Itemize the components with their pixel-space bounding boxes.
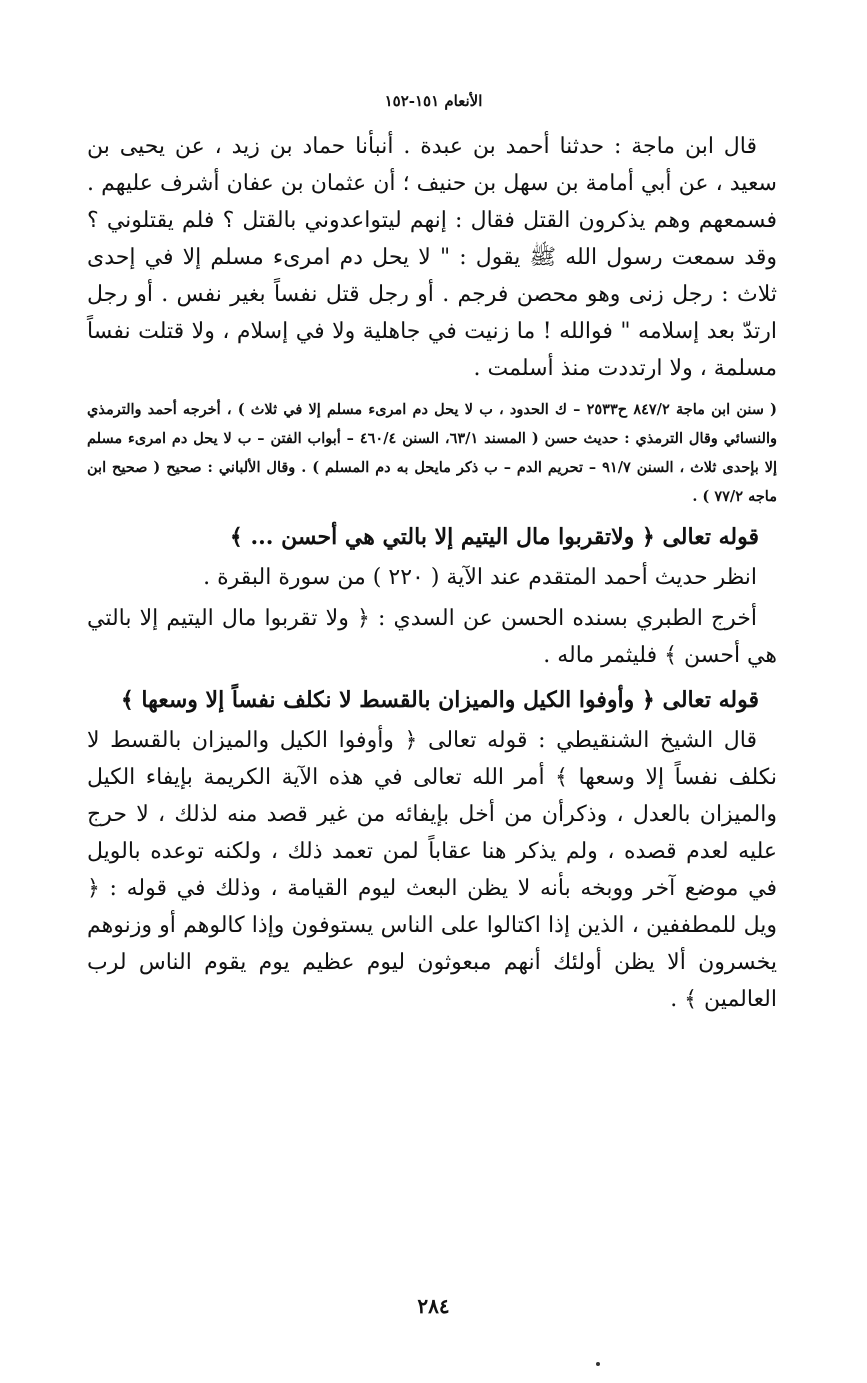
reference-text: انظر حديث أحمد المتقدم عند الآية ( ٢٢٠ ) من سورة البقرة . xyxy=(203,565,757,590)
shanqiti-text: قال الشيخ الشنقيطي : قوله تعالى ﴿ وأوفوا الكيل والميزان بالقسط لا نكلف نفساً إلا وسعها ﴾ أمر الله تعالى في هذه الآية الكريمة بإيفاء الكيل والميزان بالعدل ، وذكرأن من أخل بإيفائه من غير قصد منه لذلك ، لا حرج عليه لعدم قصده ، ولم يذكر هنا عقاباً لمن تعمد ذلك ، ولكنه توعده بالويل في موضع آخر ووبخه بأنه لا يظن البعث ليوم القيامة ، وذلك في قوله : ﴿ ويل للمطففين ، الذين إذا اكتالوا على الناس يستوفون وإذا كالوهم أو وزنوهم يخسرون ألا يظن أولئك أنهم مبعوثون ليوم عظيم يوم يقوم الناس لرب العالمين ﴾ . xyxy=(87,728,777,1012)
body-paragraph-hadith xyxy=(87,128,777,387)
section-heading-measure-weight: قوله تعالى ﴿ وأوفوا الكيل والميزان بالقسط لا نكلف نفساً إلا وسعها ﴾ xyxy=(120,687,759,713)
citation-note: ( سنن ابن ماجة ٨٤٧/٢ ح٢٥٣٣ – ك الحدود ، ب لا يحل دم امرىء مسلم إلا في ثلاث ) ، أخرجه أحمد والترمذي والنسائي وقال الترمذي : حديث حسن ( المسند ٦٣/١، السنن ٤٦٠/٤ – أبواب الفتن – ب لا يحل دم امرىء مسلم إلا بإحدى ثلاث ، السنن ٩١/٧ – تحريم الدم – ب ذكر مايحل به دم المسلم ) . وقال الألباني : صحيح ( صحيح ابن ماجه ٧٧/٢ ) . xyxy=(87,401,777,505)
body-paragraph-tabari xyxy=(87,600,777,674)
tabari-text: أخرج الطبري بسنده الحسن عن السدي : ﴿ ولا تقربوا مال اليتيم إلا بالتي هي أحسن ﴾ فليثمر ماله . xyxy=(87,606,777,668)
body-paragraph-reference xyxy=(87,559,777,596)
page-number: ٢٨٤ xyxy=(417,1294,450,1318)
page-body xyxy=(87,128,777,1022)
body-paragraph-shanqiti xyxy=(87,722,777,1018)
scan-speck xyxy=(596,1362,600,1366)
section-heading-orphan-property: قوله تعالى ﴿ ولاتقربوا مال اليتيم إلا بالتي هي أحسن ... ﴾ xyxy=(229,524,759,550)
hadith-text: قال ابن ماجة : حدثنا أحمد بن عبدة . أنبأنا حماد بن زيد ، عن يحيى بن سعيد ، عن أبي أمامة بن سهل بن حنيف ؛ أن عثمان بن عفان أشرف عليهم . فسمعهم وهم يذكرون القتل فقال : إنهم ليتواعدوني بالقتل ؟ فلم يقتلوني ؟ وقد سمعت رسول الله ﷺ يقول : " لا يحل دم امرىء مسلم إلا في إحدى ثلاث : رجل زنى وهو محصن فرجم . أو رجل قتل نفساً بغير نفس . أو رجل ارتدّ بعد إسلامه " فوالله ! ما زنيت في جاهلية ولا في إسلام ، ولا قتلت نفساً مسلمة ، ولا ارتددت منذ أسلمت . xyxy=(87,134,777,381)
running-head: الأنعام ١٥١-١٥٢ xyxy=(384,92,483,110)
